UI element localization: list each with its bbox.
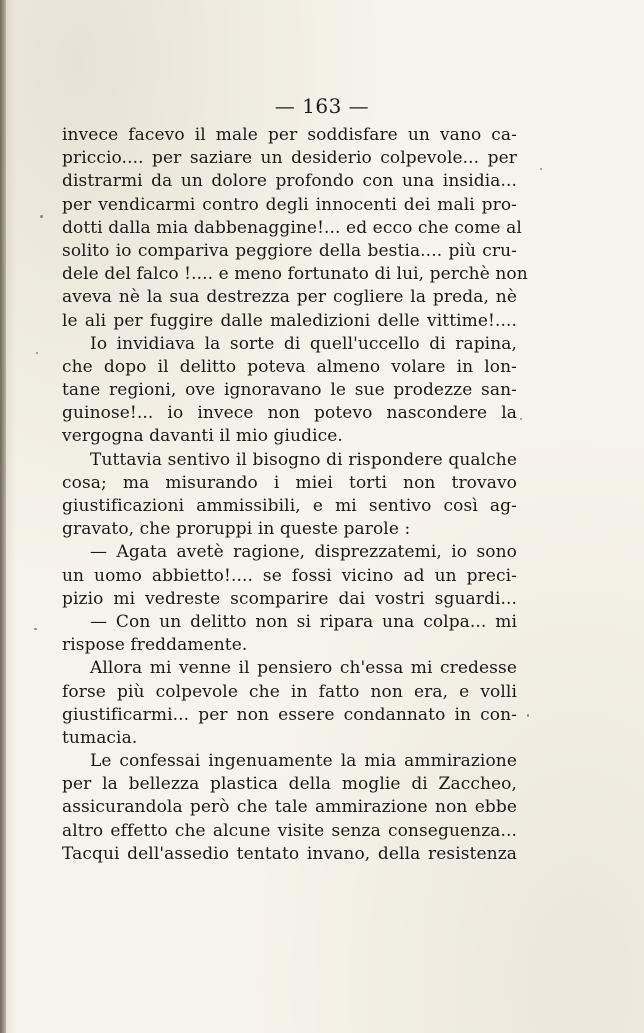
- text-line: assicurandola però che tale ammirazione non ebbe: [62, 797, 517, 818]
- text-line: dotti dalla mia dabbenaggine!... ed ecco che come al: [62, 217, 522, 238]
- text-line: forse più colpevole che in fatto non era, e volli: [62, 681, 517, 702]
- text-line: distrarmi da un dolore profondo con una insidia...: [62, 171, 517, 192]
- text-line: per vendicarmi contro degli innocenti dei mali pro-: [62, 194, 517, 215]
- text-line: per la bellezza plastica della moglie di Zaccheo,: [62, 774, 517, 795]
- text-line: tumacia.: [62, 727, 138, 748]
- page-binding-edge: [0, 0, 6, 1033]
- text-line: priccio.... per saziare un desiderio colpevole... per: [62, 148, 517, 169]
- text-line: rispose freddamente.: [62, 635, 248, 656]
- text-line: guinose!... io invece non potevo nascondere la: [62, 403, 517, 424]
- text-line: giustificazioni ammissibili, e mi sentivo così ag-: [62, 496, 517, 516]
- text-line: giustificarmi... per non essere condannato in con-: [62, 704, 517, 725]
- paper-speck: [36, 352, 38, 354]
- text-line: — Con un delitto non si ripara una colpa... mi: [90, 611, 517, 632]
- text-line: — Agata avetè ragione, disprezzatemi, io sono: [90, 542, 517, 563]
- text-line: che dopo il delitto poteva almeno volare in lon-: [62, 356, 517, 377]
- text-line: solito io compariva peggiore della bestia.... più cru-: [62, 240, 517, 261]
- text-line: dele del falco !.... e meno fortunato di lui, perchè non: [62, 264, 528, 285]
- text-line: invece facevo il male per soddisfare un vano ca-: [62, 125, 517, 145]
- paper-speck: [40, 215, 43, 218]
- text-line: le ali per fuggire dalle maledizioni delle vittime!....: [62, 310, 517, 331]
- text-line: cosa; ma misurando i miei torti non trovavo: [62, 472, 517, 493]
- body-text: [62, 124, 528, 866]
- text-line: Io invidiava la sorte di quell'uccello di rapina,: [90, 333, 517, 354]
- page-number: — 163 —: [274, 94, 370, 118]
- paper-speck: [540, 168, 542, 170]
- paper-speck: [527, 714, 529, 717]
- paper-speck: [34, 628, 37, 630]
- text-line: gravato, che proruppi in queste parole :: [62, 519, 411, 540]
- text-line: Tacqui dell'assedio tentato invano, della resistenza: [62, 843, 517, 864]
- text-line: Tuttavia sentivo il bisogno di rispondere qualche: [90, 449, 517, 470]
- text-line: Le confessai ingenuamente la mia ammirazione: [90, 751, 517, 772]
- paper-speck: [520, 418, 522, 420]
- text-line: altro effetto che alcune visite senza conseguenza...: [62, 820, 517, 841]
- text-line: tane regioni, ove ignoravano le sue prodezze san-: [62, 380, 517, 401]
- text-line: un uomo abbietto!.... se fossi vicino ad un preci-: [62, 565, 517, 586]
- text-line: Allora mi venne il pensiero ch'essa mi credesse: [90, 658, 517, 679]
- text-line: vergogna davanti il mio giudice.: [62, 426, 343, 447]
- text-line: aveva nè la sua destrezza per cogliere la preda, nè: [62, 287, 517, 308]
- text-line: pizio mi vedreste scomparire dai vostri sguardi...: [62, 588, 517, 609]
